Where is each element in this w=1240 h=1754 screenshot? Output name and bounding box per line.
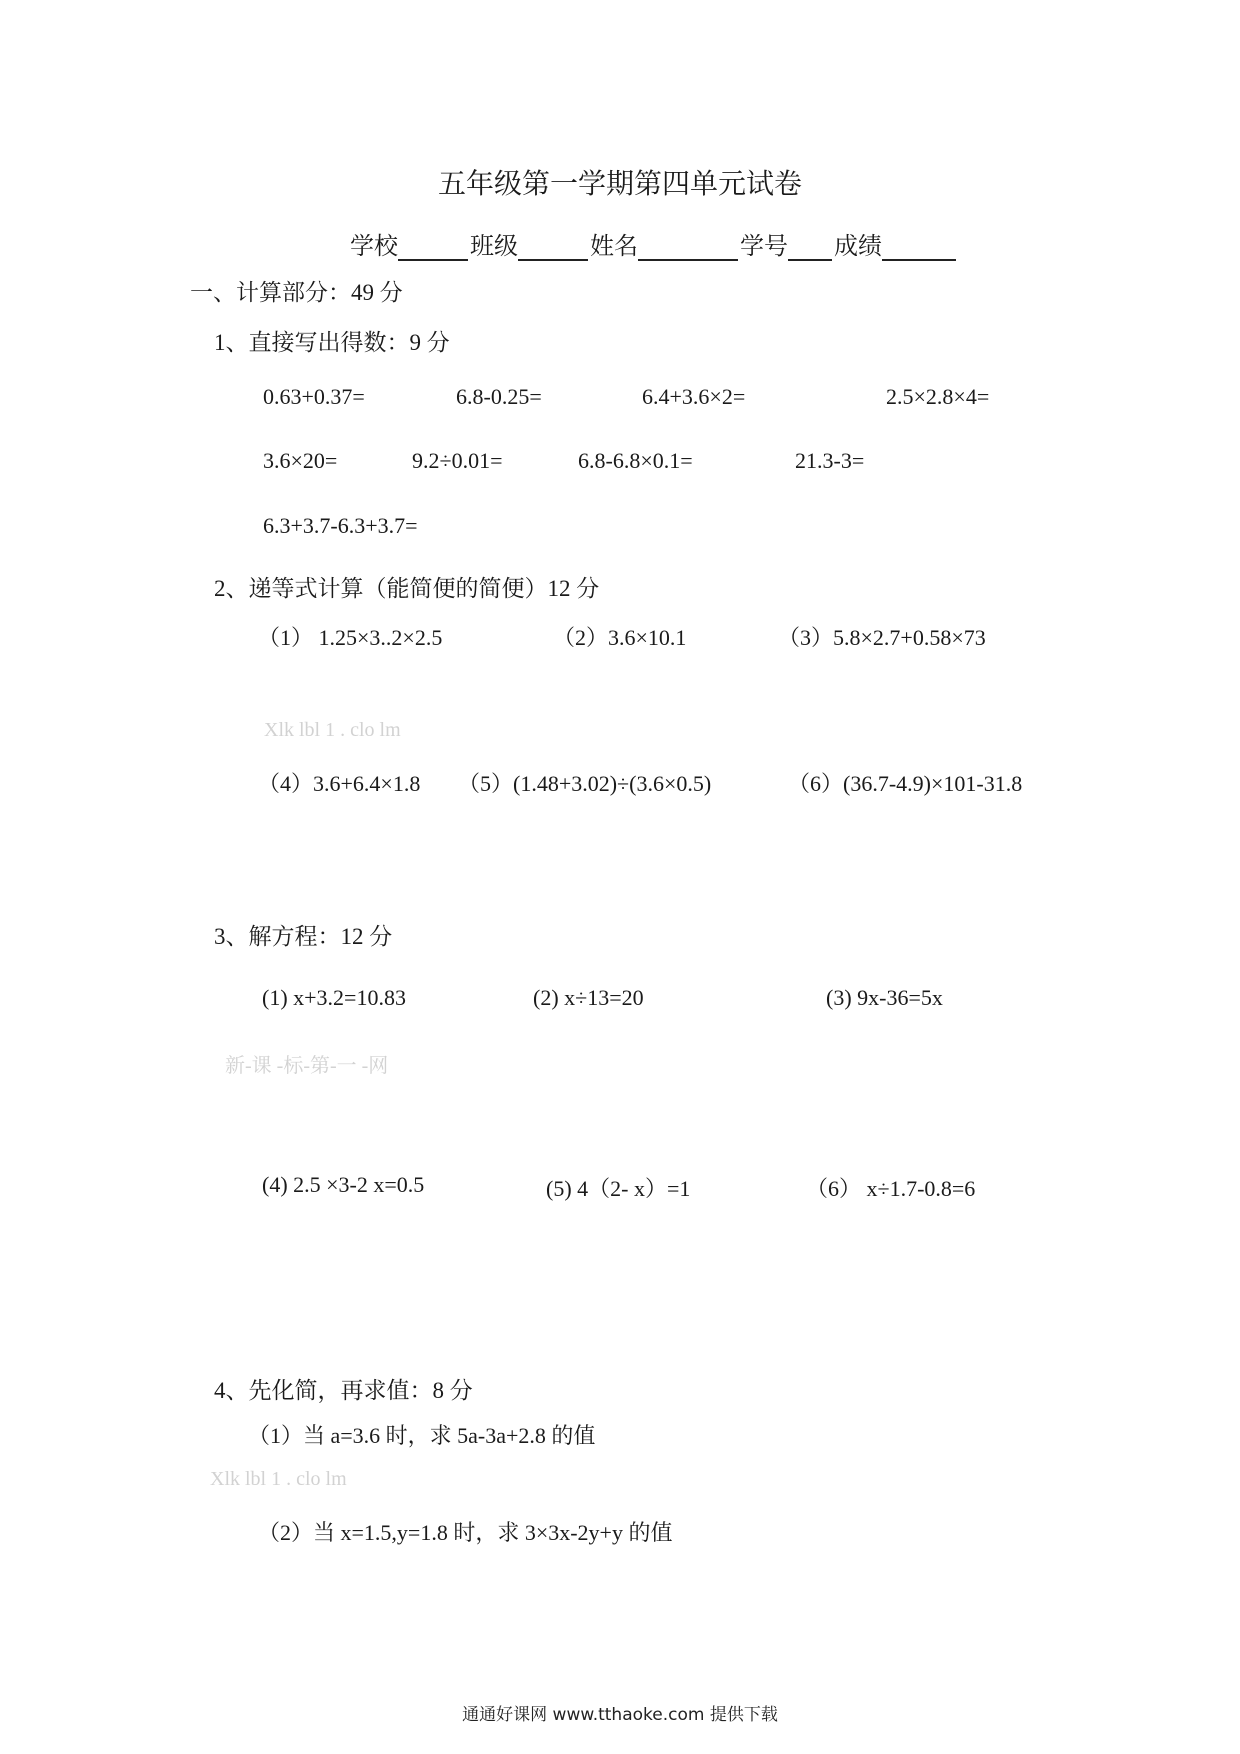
- q1-item-4: 2.5×2.8×4=: [886, 384, 990, 409]
- q3-item-1: (1) x+3.2=10.83: [262, 985, 406, 1010]
- q1-item-1: 0.63+0.37=: [263, 384, 365, 409]
- q3-item-3: (3) 9x-36=5x: [826, 985, 943, 1010]
- q1-item-3: 6.4+3.6×2=: [642, 384, 746, 409]
- q1-item-6: 9.2÷0.01=: [412, 448, 503, 473]
- school-label: 学校: [350, 234, 398, 260]
- q2-item-5: （5）(1.48+3.02)÷(3.6×0.5): [458, 771, 712, 796]
- q2-item-3: （3）5.8×2.7+0.58×73: [778, 625, 986, 650]
- number-label: 学号: [740, 234, 788, 260]
- q2-item-1: （1） 1.25×3..2×2.5: [258, 625, 443, 650]
- q3-heading: 3、解方程：12 分: [214, 924, 393, 949]
- q4-item-1: （1）当 a=3.6 时，求 5a-3a+2.8 的值: [248, 1423, 596, 1448]
- q2-heading: 2、递等式计算（能简便的简便）12 分: [214, 576, 600, 601]
- footer-credit: 通通好课网 www.tthaoke.com 提供下载: [462, 1705, 778, 1725]
- q1-item-2: 6.8-0.25=: [456, 384, 542, 409]
- score-label: 成绩: [834, 234, 882, 260]
- q3-item-6: （6） x÷1.7-0.8=6: [806, 1176, 976, 1201]
- q4-item-2: （2）当 x=1.5,y=1.8 时，求 3×3x-2y+y 的值: [258, 1520, 673, 1545]
- q1-heading: 1、直接写出得数：9 分: [214, 330, 450, 355]
- q1-item-8: 21.3-3=: [795, 448, 865, 473]
- watermark-2: 新-课 -标-第-一 -网: [225, 1055, 389, 1077]
- q4-heading: 4、先化简，再求值：8 分: [214, 1378, 473, 1403]
- number-blank[interactable]: [788, 233, 832, 261]
- name-blank[interactable]: [638, 233, 738, 261]
- q3-item-5: (5) 4（2- x）=1: [546, 1176, 691, 1201]
- name-label: 姓名: [590, 234, 638, 260]
- q2-item-2: （2）3.6×10.1: [553, 625, 687, 650]
- q1-item-5: 3.6×20=: [263, 448, 338, 473]
- q1-item-9: 6.3+3.7-6.3+3.7=: [263, 513, 418, 538]
- watermark-1: Xlk lbl 1 . clo lm: [264, 719, 401, 741]
- q2-item-6: （6）(36.7-4.9)×101-31.8: [788, 771, 1023, 796]
- q1-item-7: 6.8-6.8×0.1=: [578, 448, 693, 473]
- q3-item-4: (4) 2.5 ×3-2 x=0.5: [262, 1172, 425, 1197]
- school-blank[interactable]: [398, 233, 468, 261]
- q2-item-4: （4）3.6+6.4×1.8: [258, 771, 421, 796]
- class-label: 班级: [470, 234, 518, 260]
- watermark-3: Xlk lbl 1 . clo lm: [210, 1468, 347, 1490]
- page-title: 五年级第一学期第四单元试卷: [437, 169, 802, 200]
- section1-heading: 一、计算部分：49 分: [190, 280, 403, 305]
- student-info-line: [350, 226, 958, 261]
- q3-item-2: (2) x÷13=20: [533, 985, 644, 1010]
- class-blank[interactable]: [518, 233, 588, 261]
- score-blank[interactable]: [882, 233, 956, 261]
